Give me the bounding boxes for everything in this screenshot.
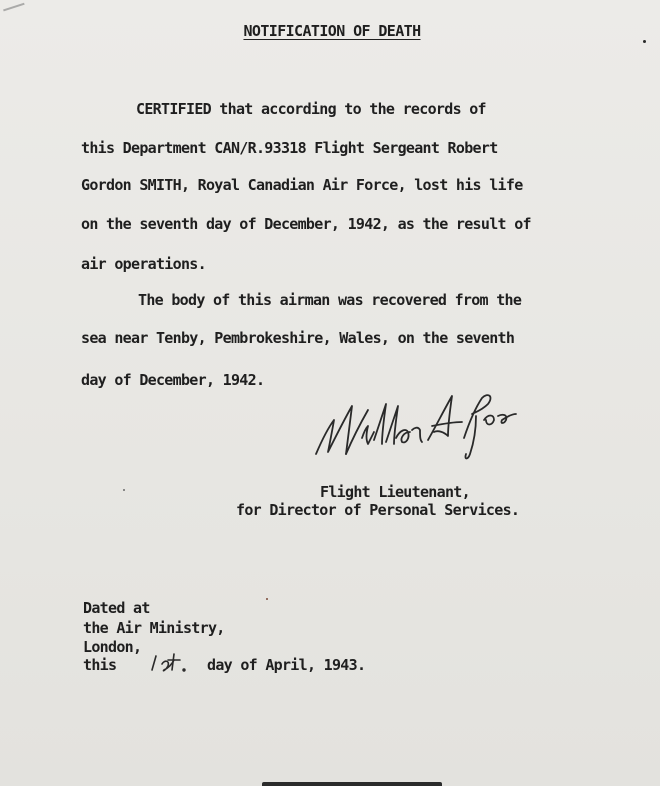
paragraph-2-line-1: The body of this airman was recovered from the (138, 291, 522, 309)
ink-speck (266, 598, 268, 600)
paragraph-1-line-1: CERTIFIED that according to the records of (136, 100, 486, 118)
signatory-office: for Director of Personal Services. (236, 501, 520, 519)
signatory-rank: Flight Lieutenant, (320, 483, 470, 501)
bottom-edge-strip (262, 782, 442, 786)
paragraph-1-line-3: Gordon SMITH, Royal Canadian Air Force, lost his life (81, 176, 523, 194)
handwritten-signature (312, 380, 532, 470)
paragraph-1-line-4: on the seventh day of December, 1942, as the result of (81, 215, 531, 233)
paragraph-1-line-2: this Department CAN/R.93318 Flight Sergeant Robert (81, 139, 498, 157)
paragraph-1-line-5: air operations. (81, 255, 206, 273)
ink-speck (643, 40, 646, 43)
dated-line-1: Dated at (83, 599, 150, 617)
title-text: NOTIFICATION OF DEATH (243, 22, 421, 40)
handwritten-day (144, 650, 194, 678)
dated-line-3: London, (83, 638, 142, 656)
paragraph-2-line-2: sea near Tenby, Pembrokeshire, Wales, on the seventh (81, 329, 515, 347)
paragraph-2-line-3: day of December, 1942. (81, 371, 265, 389)
ink-speck (123, 489, 125, 491)
document-title (0, 22, 660, 40)
corner-crease-mark (0, 0, 25, 11)
dated-line-4-prefix: this (83, 656, 117, 674)
dated-line-4-suffix: day of April, 1943. (207, 656, 366, 674)
dated-line-2: the Air Ministry, (83, 619, 225, 637)
